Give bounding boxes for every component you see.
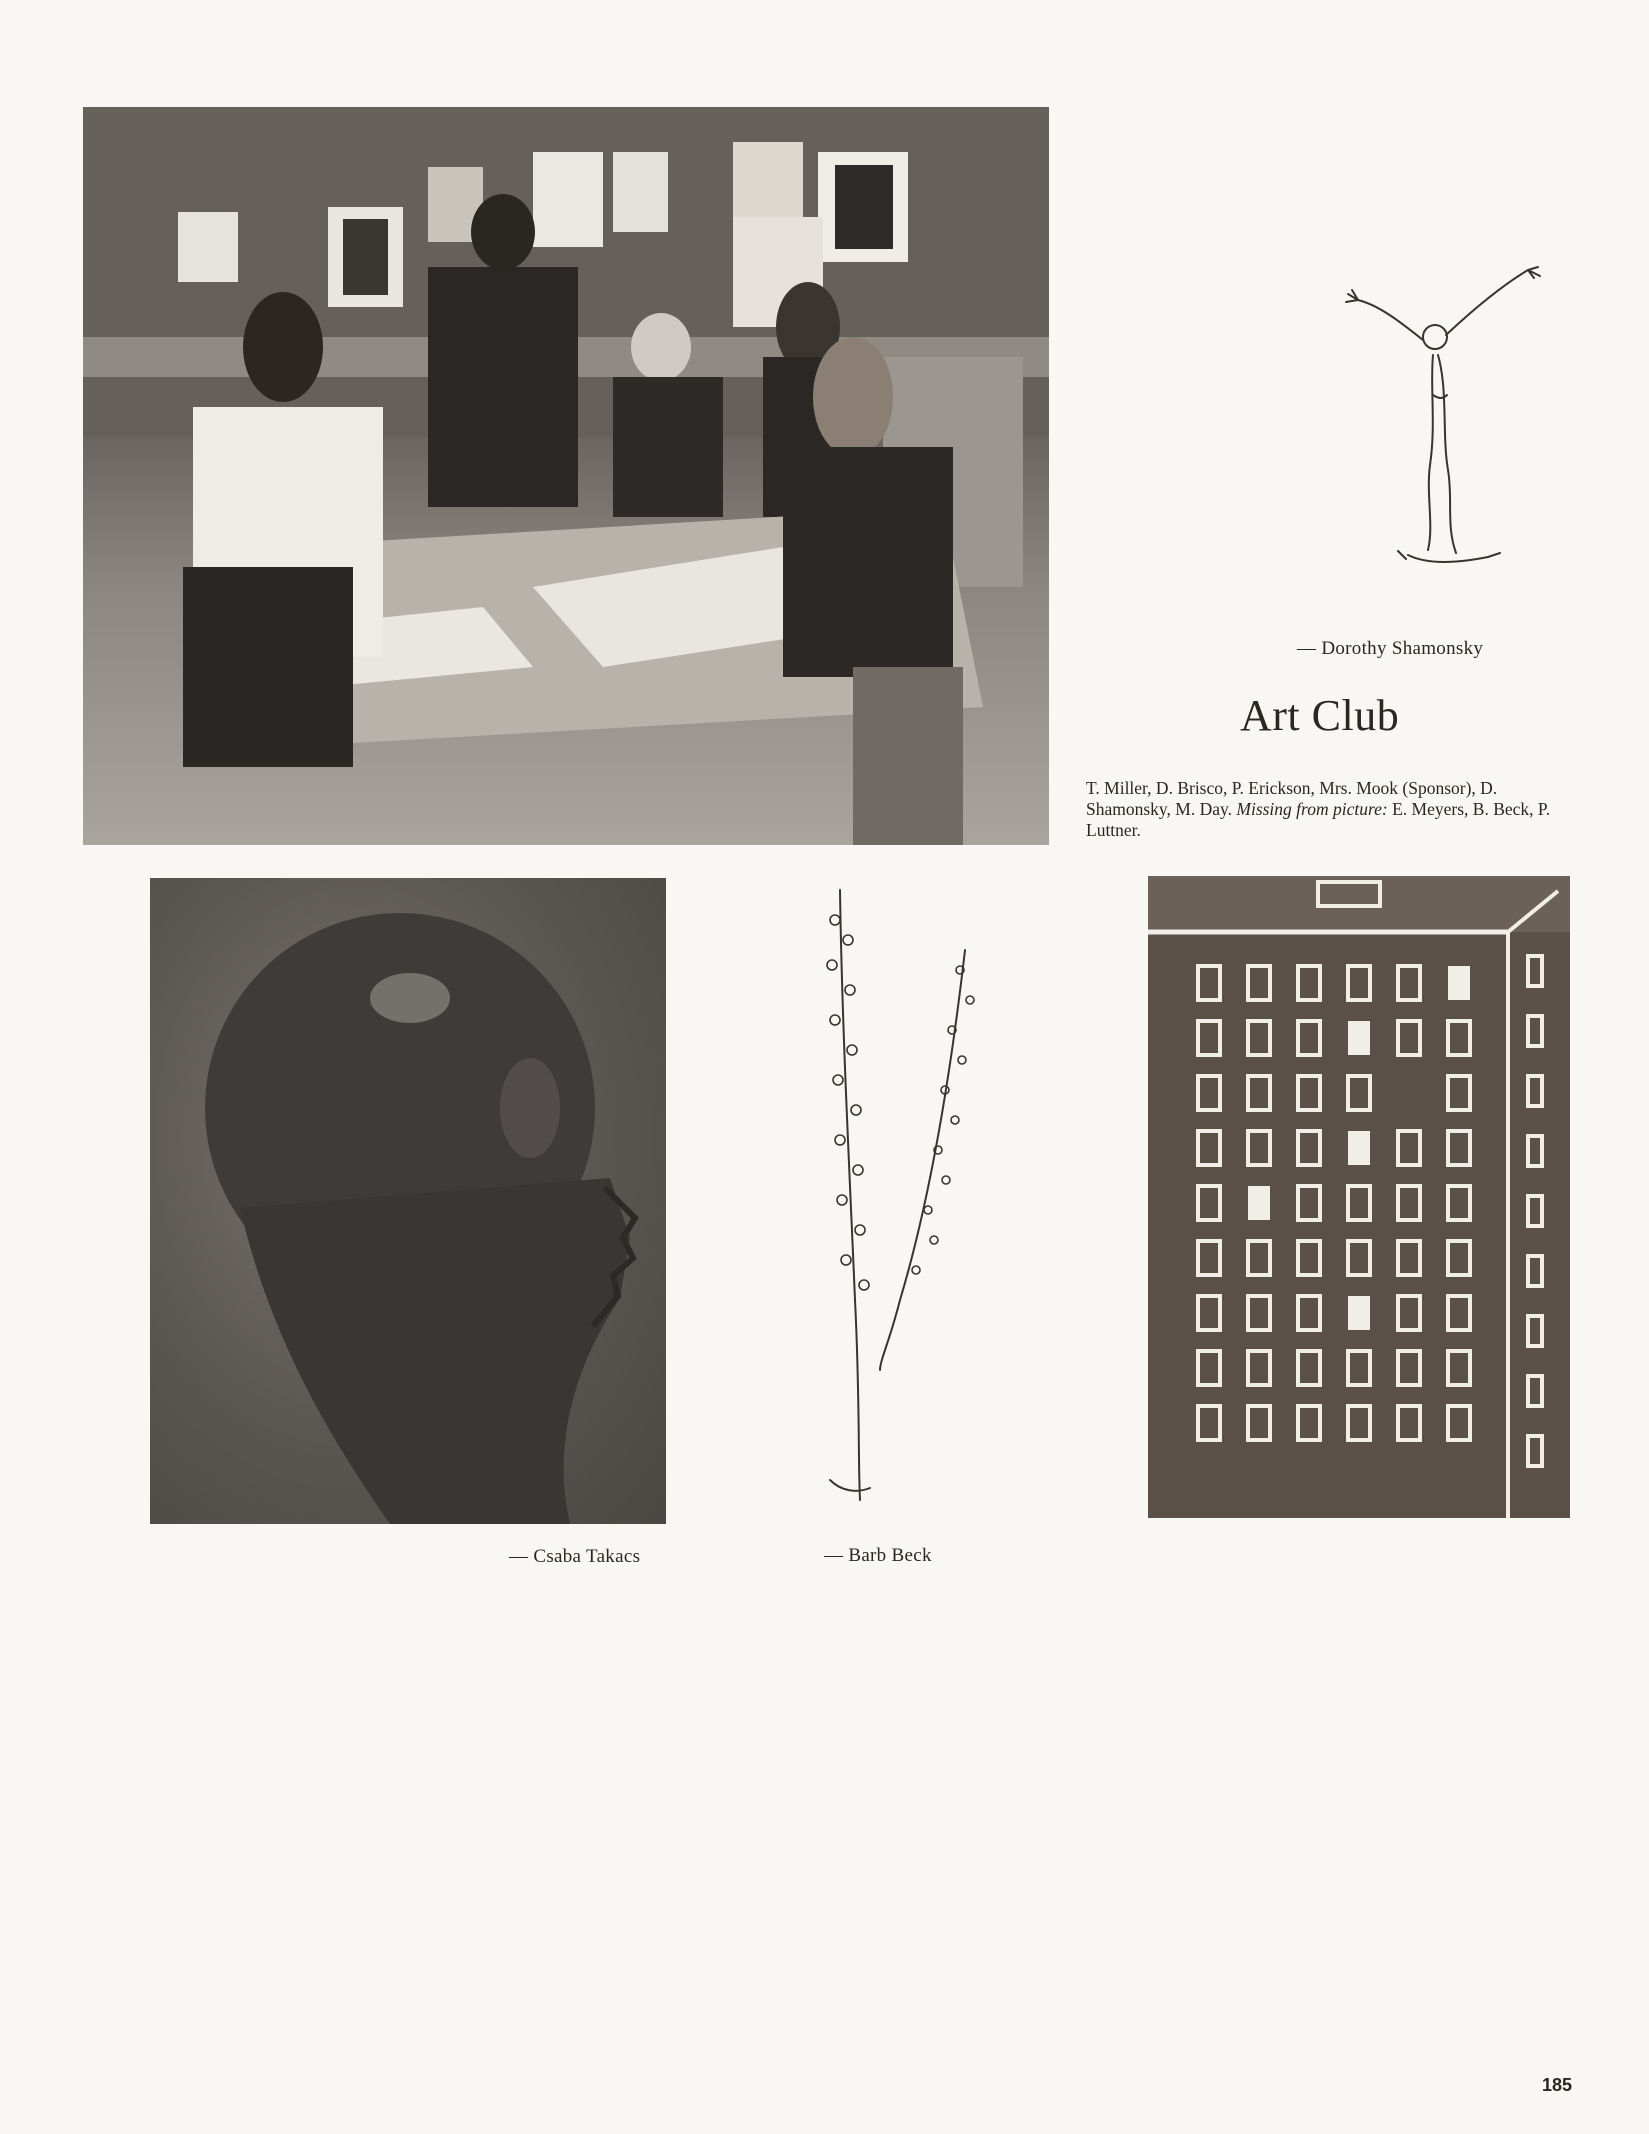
missing-names: E. Meyers, B. Beck, P. Luttner. xyxy=(1086,799,1551,840)
plant-drawing xyxy=(780,880,1000,1520)
missing-label: Missing from picture: xyxy=(1236,799,1388,819)
club-group-photo xyxy=(83,107,1049,845)
member-caption xyxy=(1086,778,1572,841)
dancer-sketch xyxy=(1338,265,1553,570)
member-names: T. Miller, D. Brisco, P. Erickson, Mrs. Mook (Sponsor), D. Shamonsky, M. Day. xyxy=(1086,778,1498,819)
sculpture-photo xyxy=(150,878,666,1524)
plant-credit: — Barb Beck xyxy=(824,1545,932,1566)
dancer-credit: — Dorothy Shamonsky xyxy=(1297,638,1484,659)
page-title: Art Club xyxy=(1240,691,1400,740)
sculpture-credit: — Csaba Takacs xyxy=(509,1546,641,1567)
page-number: 185 xyxy=(1542,2075,1573,2095)
building-print xyxy=(1148,876,1570,1518)
